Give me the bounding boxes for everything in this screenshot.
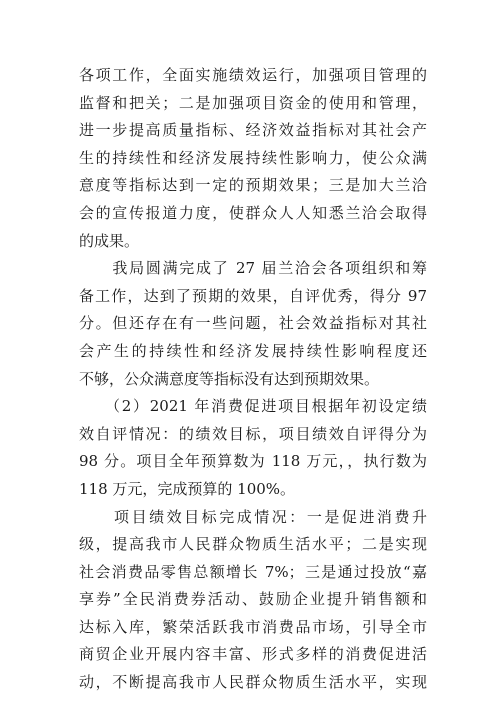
text-line: 动，不断提高我市人民群众物质生活水平，实现 — [79, 673, 427, 692]
text-line: 监督和把关；二是加强项目资金的使用和管理， — [79, 93, 427, 112]
text-line: 的成果。 — [79, 231, 140, 250]
text-line: 社会消费品零售总额增长 7%；三是通过投放“嘉 — [79, 562, 427, 581]
text-line: 98 分。项目全年预算数为 118 万元，，执行数为 — [79, 452, 427, 471]
text-line: 项目绩效目标完成情况：一是促进消费升 — [79, 507, 427, 526]
text-line: 意度等指标达到一定的预期效果；三是加大兰洽 — [79, 176, 427, 195]
text-line: （2）2021 年消费促进项目根据年初设定绩 — [79, 397, 427, 416]
text-line: 我局圆满完成了 27 届兰洽会各项组织和筹 — [79, 259, 427, 278]
text-line: 进一步提高质量指标、经济效益指标对其社会产 — [79, 121, 427, 140]
text-line: 级，提高我市人民群众物质生活水平；二是实现 — [79, 535, 427, 554]
body-text — [79, 62, 427, 697]
text-line: 效自评情况：的绩效目标，项目绩效自评得分为 — [79, 424, 427, 443]
text-line: 享券”全民消费券活动、鼓励企业提升销售额和 — [79, 590, 427, 609]
text-line: 分。但还存在有一些问题，社会效益指标对其社 — [79, 314, 427, 333]
text-line: 生的持续性和经济发展持续性影响力，使公众满 — [79, 148, 427, 167]
text-line: 各项工作，全面实施绩效运行，加强项目管理的 — [79, 66, 427, 84]
text-line: 会的宣传报道力度，使群众人人知悉兰洽会取得 — [79, 203, 427, 222]
text-line: 备工作，达到了预期的效果，自评优秀，得分 97 — [79, 286, 427, 305]
text-line: 达标入库，繁荣活跃我市消费品市场，引导全市 — [79, 617, 427, 636]
text-line: 118 万元，完成预算的 100%。 — [79, 479, 296, 498]
text-line: 会产生的持续性和经济发展持续性影响程度还 — [79, 341, 427, 360]
text-line: 不够，公众满意度等指标没有达到预期效果。 — [79, 369, 380, 388]
text-line: 商贸企业开展内容丰富、形式多样的消费促进活 — [79, 645, 427, 664]
